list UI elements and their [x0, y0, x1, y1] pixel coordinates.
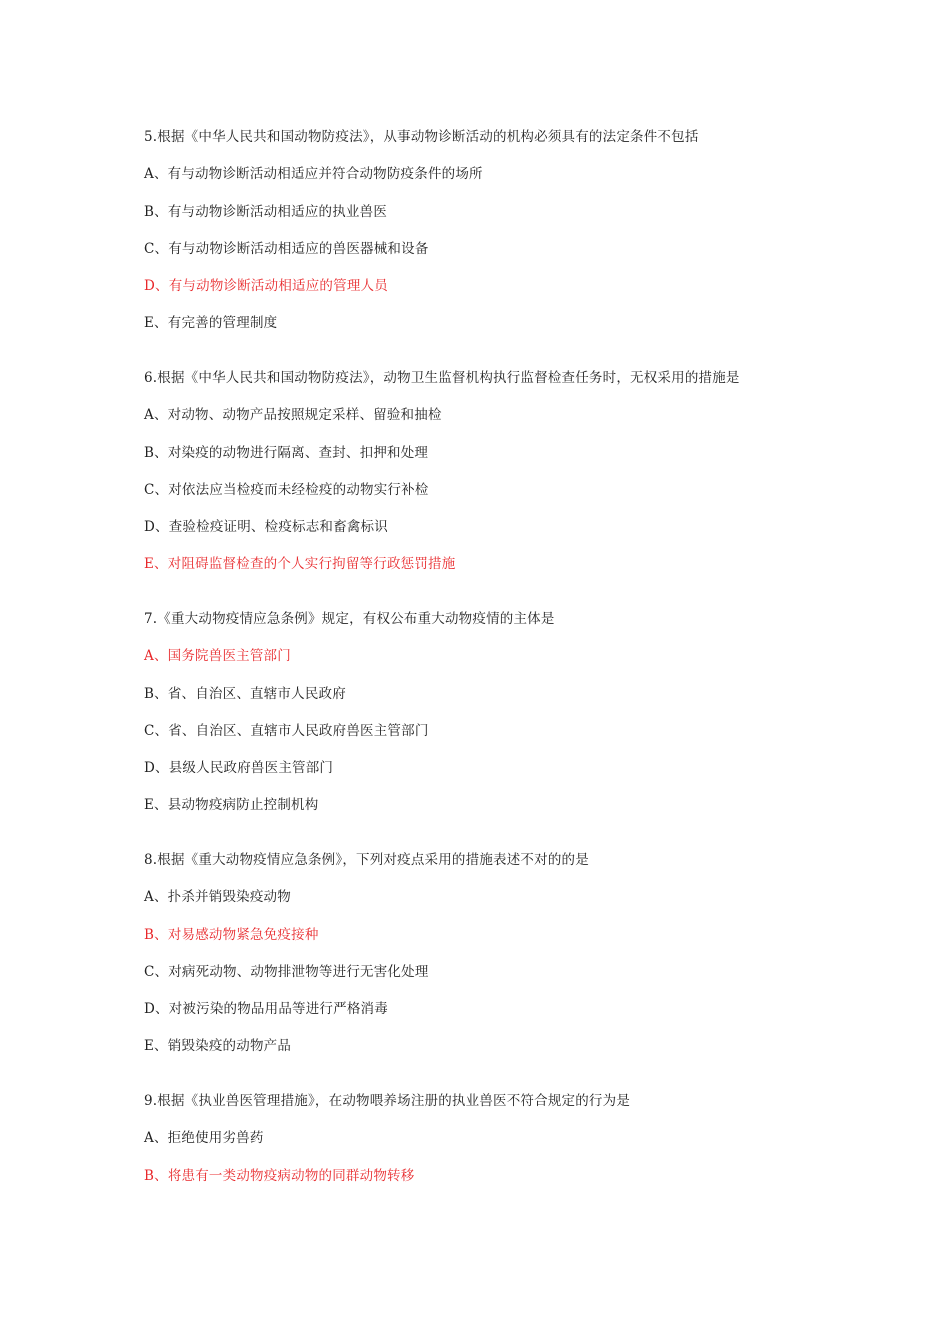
option-d: D、查验检疫证明、检疫标志和畜禽标识	[144, 519, 388, 536]
option-d: D、对被污染的物品用品等进行严格消毒	[144, 1001, 388, 1018]
question-stem: 7.《重大动物疫情应急条例》规定，有权公布重大动物疫情的主体是	[144, 611, 555, 627]
option-c: C、对病死动物、动物排泄物等进行无害化处理	[144, 963, 429, 980]
option-a: A、对动物、动物产品按照规定采样、留验和抽检	[144, 407, 442, 424]
question-stem: 6.根据《中华人民共和国动物防疫法》，动物卫生监督机构执行监督检查任务时，无权采用的措施是	[144, 370, 740, 386]
option-d: D、县级人民政府兽医主管部门	[144, 760, 334, 777]
option-c: C、省、自治区、直辖市人民政府兽医主管部门	[144, 722, 429, 739]
option-b-correct: B、对易感动物紧急免疫接种	[144, 926, 319, 943]
option-d-correct: D、有与动物诊断活动相适应的管理人员	[144, 278, 388, 295]
option-e-correct: E、对阻碍监督检查的个人实行拘留等行政惩罚措施	[144, 556, 456, 573]
option-a: A、有与动物诊断活动相适应并符合动物防疫条件的场所	[144, 166, 483, 183]
option-e: E、有完善的管理制度	[144, 315, 278, 332]
option-b: B、有与动物诊断活动相适应的执业兽医	[144, 203, 388, 220]
option-c: C、对依法应当检疫而未经检疫的动物实行补检	[144, 481, 429, 498]
question-7	[144, 609, 864, 833]
question-stem: 9.根据《执业兽医管理措施》，在动物喂养场注册的执业兽医不符合规定的行为是	[144, 1093, 631, 1109]
option-a: A、扑杀并销毁染疫动物	[144, 889, 291, 906]
question-stem: 5.根据《中华人民共和国动物防疫法》，从事动物诊断活动的机构必须具有的法定条件不包括	[144, 129, 699, 145]
question-6	[144, 368, 864, 592]
option-c: C、有与动物诊断活动相适应的兽医器械和设备	[144, 240, 429, 257]
question-9	[144, 1091, 864, 1203]
option-b: B、省、自治区、直辖市人民政府	[144, 685, 346, 702]
option-b-correct: B、将患有一类动物疫病动物的同群动物转移	[144, 1167, 415, 1184]
option-b: B、对染疫的动物进行隔离、查封、扣押和处理	[144, 444, 429, 461]
option-e: E、县动物疫病防止控制机构	[144, 797, 319, 814]
question-stem: 8.根据《重大动物疫情应急条例》，下列对疫点采用的措施表述不对的的是	[144, 852, 589, 868]
option-a-correct: A、国务院兽医主管部门	[144, 648, 291, 665]
question-8	[144, 850, 864, 1074]
option-a: A、拒绝使用劣兽药	[144, 1130, 264, 1147]
question-5	[144, 127, 864, 351]
option-e: E、销毁染疫的动物产品	[144, 1038, 292, 1055]
